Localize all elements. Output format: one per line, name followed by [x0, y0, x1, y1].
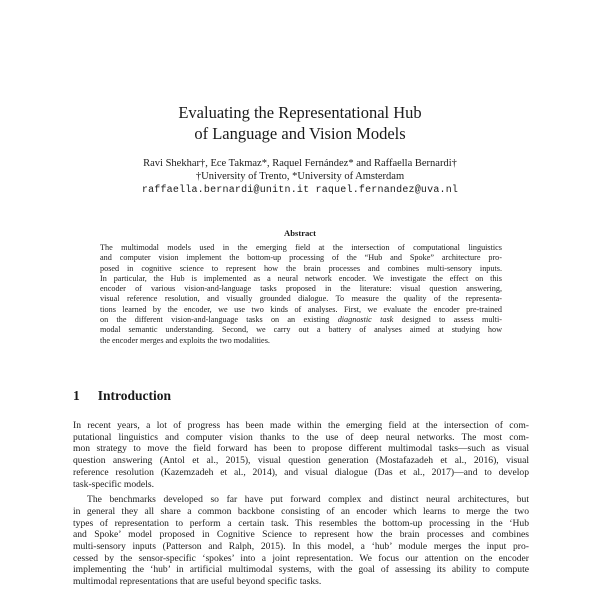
abstract-line: the encoder merges and exploits the two modalities.: [100, 335, 270, 345]
abstract-line: [100, 315, 502, 325]
abstract: [100, 243, 502, 346]
body-line: The benchmarks developed so far have put forward complex and distinct neural architectures, but: [87, 494, 529, 506]
abstract-line: visual reference resolution, and visually grounded dialogue. To measure the quality of the representa-: [100, 294, 502, 304]
authors: Ravi Shekhar†, Ece Takmaz*, Raquel Fernández* and Raffaella Bernardi†: [143, 158, 457, 169]
paragraph: [73, 494, 529, 588]
body-line: cessed by the sensor-specific ‘spokes’ into a joint representation. We focus our attention on the encoder: [73, 552, 529, 564]
body-line: and Spoke’ model proposed in Cognitive Science to represent how the brain processes and combines: [73, 529, 529, 541]
body-line: in general they all share a common backbone consisting of an encoder which learns to merge the two: [73, 505, 529, 517]
body-line: reference resolution (Kazemzadeh et al., 2014), and visual dialogue (Das et al., 2017)—and to develop: [73, 466, 529, 478]
abstract-line: and computer vision implement the bottom-up processing of the “Hub and Spoke” architecture pro-: [100, 253, 502, 263]
author-block: [0, 157, 600, 183]
body-line: multi-sensory inputs (Patterson and Ralph, 2015). In this model, a ‘hub’ module merges the input pro-: [73, 541, 529, 553]
abstract-italic-term: diagnostic task: [337, 315, 394, 325]
abstract-line: tions learned by the encoder, we use two kinds of analyses. First, we evaluate the encoder pre-trained: [100, 304, 502, 314]
title-line: Evaluating the Representational Hub: [178, 103, 422, 122]
abstract-line: posed in cognitive science to represent how the brain processes and combines multi-sensory inputs.: [100, 263, 502, 273]
paragraph: [73, 420, 529, 490]
body-line: types of representation to perform a certain task. This resembles the bottom-up processing in the ‘Hub: [73, 517, 529, 529]
body-line: mon strategy to move the field forward has been to propose different multimodal tasks—such as visual: [73, 443, 529, 455]
abstract-line-head: on the different vision-and-language tasks on an existing: [100, 315, 338, 325]
body-line: In recent years, a lot of progress has been made within the emerging field at the intersection of com-: [73, 420, 529, 431]
body-line: implementing the ‘hub’ in artificial multimodal systems, with the goal of assessing its ability to compute: [73, 564, 529, 576]
author-emails: raffaella.bernardi@unitn.it raquel.fernandez@uva.nl: [141, 185, 459, 196]
abstract-line: The multimodal models used in the emerging field at the intersection of computational linguistics: [100, 243, 502, 252]
abstract-heading: Abstract: [284, 228, 316, 238]
section-heading: [73, 388, 171, 404]
abstract-line: In particular, the Hub is implemented as a neural network encoder. We investigate the effect on this: [100, 273, 502, 283]
body-line: putational linguistics and computer vision thanks to the use of deep neural networks. The most com-: [73, 431, 529, 443]
abstract-line: modal semantic understanding. Second, we carry out a battery of analyses aimed at studying how: [100, 325, 502, 335]
title-line: of Language and Vision Models: [194, 124, 406, 143]
affiliations: †University of Trento, *University of Amsterdam: [195, 171, 405, 182]
paper-title: [0, 102, 600, 144]
abstract-line: encoder of various vision-and-language tasks proposed in the literature: visual question answering,: [100, 284, 502, 294]
body-line: multimodal representations that are useful beyond specific tasks.: [73, 576, 322, 588]
body-line: question answering (Antol et al., 2015), visual question generation (Mostafazadeh et al., 2016), visual: [73, 455, 529, 467]
section-number: 1: [73, 388, 80, 403]
abstract-line-tail: designed to assess multi-: [393, 315, 502, 325]
body-line: task-specific models.: [73, 478, 154, 490]
intro-body: [73, 420, 529, 588]
section-title: Introduction: [97, 388, 172, 403]
